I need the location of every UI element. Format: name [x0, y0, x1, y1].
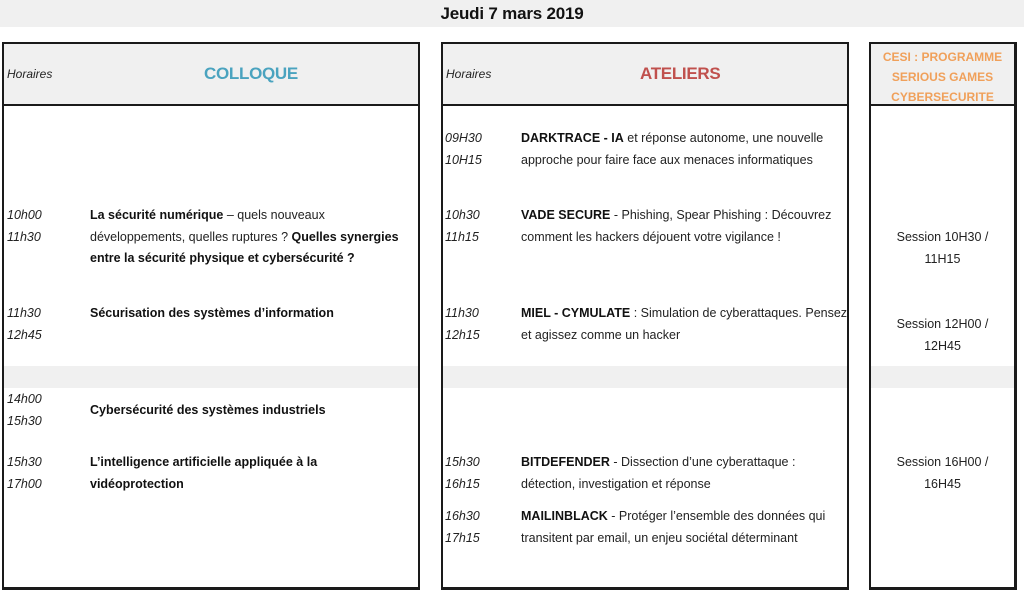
entry-times: [7, 452, 77, 495]
start-time: 11h30: [7, 306, 41, 320]
end-time: 11h30: [7, 229, 41, 244]
cesi-title-line: CESI : PROGRAMME: [882, 50, 1003, 64]
title-bar: [0, 0, 1024, 27]
start-time: 10h30: [445, 208, 480, 222]
session-time-start: Session 12H00 /: [896, 317, 989, 331]
entry-description: [90, 452, 410, 495]
colloque-entry: [6, 452, 416, 498]
start-time: 11h30: [445, 306, 479, 320]
entry-times: [445, 506, 515, 549]
entry-description: [521, 452, 851, 495]
entry-title: Sécurisation des systèmes d’information: [90, 306, 334, 320]
entry-times: [445, 452, 515, 495]
session-slot: [871, 227, 1014, 270]
end-time: 12h15: [445, 327, 480, 342]
horaires-label: Horaires: [7, 67, 53, 81]
start-time: 15h30: [7, 455, 42, 469]
page-title: Jeudi 7 mars 2019: [440, 3, 584, 23]
cesi-title: [871, 47, 1014, 107]
entry-times: [445, 128, 515, 171]
end-time: 12h45: [7, 327, 42, 342]
cesi-panel: [869, 42, 1017, 590]
atelier-entry: [444, 506, 848, 574]
colloque-title: COLLOQUE: [204, 64, 298, 83]
session-time-end: 12H45: [924, 338, 961, 353]
session-time-start: Session 16H00 /: [896, 455, 989, 469]
session-time-end: 11H15: [924, 251, 961, 266]
session-slot: [871, 314, 1014, 357]
entry-text: : Simulation de cyberattaques. Pensez et agissez comme un hacker: [521, 306, 848, 342]
start-time: 15h30: [445, 455, 480, 469]
entry-description: [521, 128, 851, 171]
entry-text: - Protéger l’ensemble des données qui transitent par email, un enjeu sociétal déterminant: [521, 509, 826, 545]
company-name: MAILINBLACK: [521, 509, 608, 523]
session-slot: [871, 452, 1014, 495]
colloque-entry: [6, 389, 416, 435]
atelier-entry: [444, 303, 848, 371]
start-time: 14h00: [7, 392, 42, 406]
end-time: 16h15: [445, 476, 480, 491]
entry-text: et réponse autonome, une nouvelle approche pour faire face aux menaces informatiques: [521, 131, 824, 167]
entry-title: Cybersécurité des systèmes industriels: [90, 403, 326, 417]
entry-times: [7, 389, 77, 432]
ateliers-panel: [441, 42, 849, 590]
colloque-header: [4, 44, 418, 106]
company-name: BITDEFENDER: [521, 455, 610, 469]
entry-description: [521, 506, 851, 549]
end-time: 17h00: [7, 476, 42, 491]
horaires-label: Horaires: [446, 67, 492, 81]
company-name: MIEL - CYMULATE: [521, 306, 631, 320]
start-time: 16h30: [445, 509, 480, 523]
atelier-entry: [444, 452, 848, 498]
end-time: 17h15: [445, 530, 480, 545]
entry-title: La sécurité numérique: [90, 208, 224, 222]
lunch-break-band: [4, 366, 418, 388]
entry-text: – quels nouveaux développements, quelles ruptures ?: [90, 208, 325, 244]
session-time-start: Session 10H30 /: [896, 230, 989, 244]
ateliers-header: [443, 44, 847, 106]
ateliers-title: ATELIERS: [640, 64, 721, 83]
entry-title: L’intelligence artificielle appliquée à la vidéoprotection: [90, 455, 318, 491]
entry-text: - Phishing, Spear Phishing : Découvrez comment les hackers déjouent votre vigilance !: [521, 208, 832, 244]
entry-times: [7, 303, 77, 346]
atelier-entry: [444, 205, 848, 273]
cesi-title-line: SERIOUS GAMES: [891, 70, 994, 84]
start-time: 10h00: [7, 208, 42, 222]
entry-times: [7, 205, 77, 248]
colloque-panel: [2, 42, 420, 590]
entry-question: Quelles synergies entre la sécurité physique et cybersécurité ?: [90, 229, 399, 265]
end-time: 11h15: [445, 229, 479, 244]
company-name: DARKTRACE - IA: [521, 131, 624, 145]
lunch-break-band: [871, 366, 1014, 388]
entry-times: [445, 303, 515, 346]
entry-description: [90, 400, 410, 422]
atelier-entry: [444, 128, 848, 196]
entry-description: [90, 205, 410, 270]
colloque-entry: [6, 205, 416, 295]
entry-description: [521, 303, 851, 346]
company-name: VADE SECURE: [521, 208, 611, 222]
cesi-header: [871, 44, 1014, 106]
entry-text: - Dissection d’une cyberattaque : détection, investigation et réponse: [521, 455, 796, 491]
entry-description: [90, 303, 410, 325]
end-time: 15h30: [7, 413, 42, 428]
colloque-entry: [6, 303, 416, 349]
start-time: 09H30: [445, 131, 482, 145]
entry-description: [521, 205, 851, 248]
cesi-title-line: CYBERSECURITE: [891, 90, 994, 104]
session-time-end: 16H45: [924, 476, 961, 491]
entry-times: [445, 205, 515, 248]
end-time: 10H15: [445, 152, 482, 167]
